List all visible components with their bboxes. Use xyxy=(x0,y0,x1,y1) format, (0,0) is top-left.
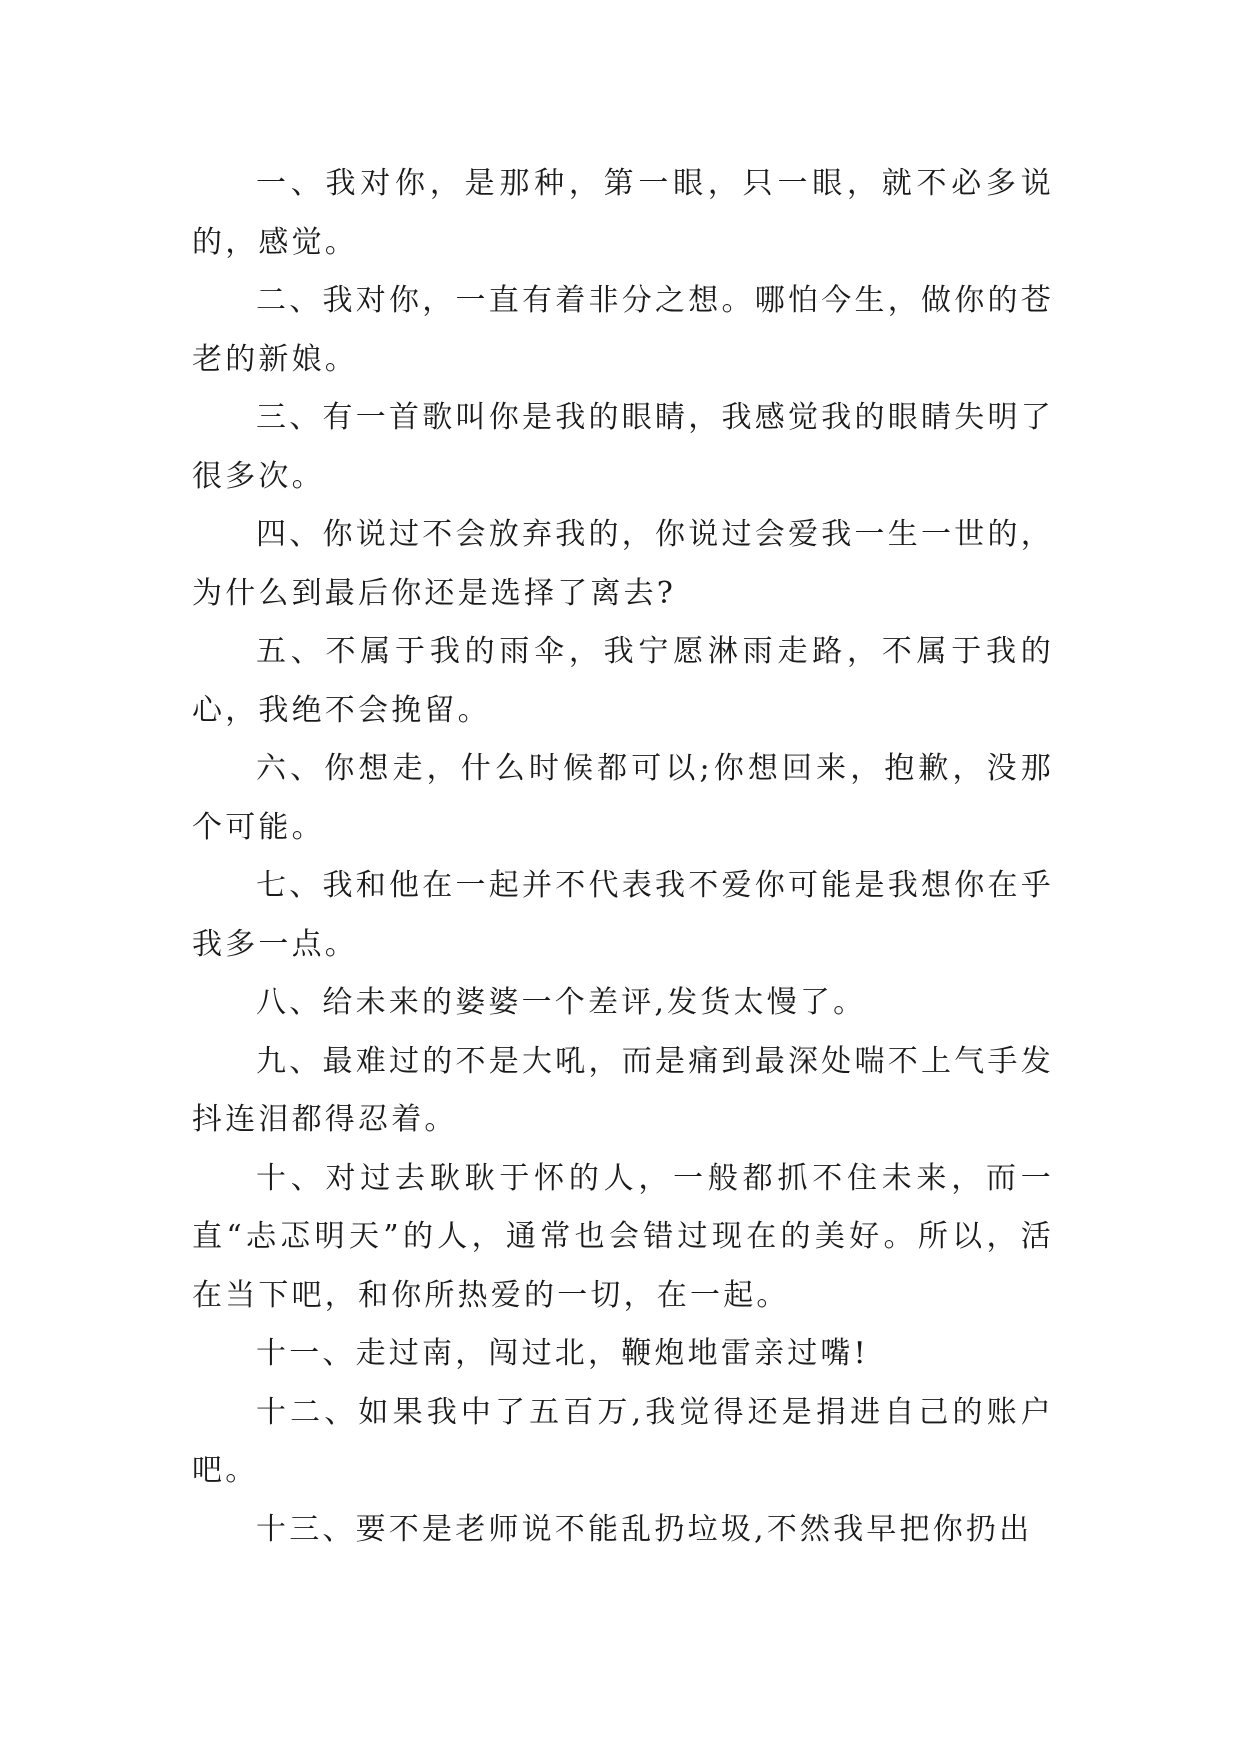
paragraph-2: 二、我对你，一直有着非分之想。哪怕今生，做你的苍老的新娘。 xyxy=(192,283,1054,377)
document-body xyxy=(192,155,1054,1559)
paragraph-3: 三、有一首歌叫你是我的眼睛，我感觉我的眼睛失明了很多次。 xyxy=(192,400,1054,494)
paragraph-5: 五、不属于我的雨伞，我宁愿淋雨走路，不属于我的心，我绝不会挽留。 xyxy=(192,634,1054,728)
paragraph-9: 九、最难过的不是大吼，而是痛到最深处喘不上气手发抖连泪都得忍着。 xyxy=(192,1043,1054,1137)
paragraph-4: 四、你说过不会放弃我的，你说过会爱我一生一世的，为什么到最后你还是选择了离去? xyxy=(192,517,1054,611)
paragraph-6: 六、你想走，什么时候都可以;你想回来，抱歉，没那个可能。 xyxy=(192,751,1054,845)
paragraph-13: 十三、要不是老师说不能乱扔垃圾,不然我早把你扔出 xyxy=(256,1511,1033,1547)
paragraph-10: 十、对过去耿耿于怀的人，一般都抓不住未来，而一直“忐忑明天”的人，通常也会错过现在的美好。所以，活在当下吧，和你所热爱的一切，在一起。 xyxy=(192,1160,1054,1313)
paragraph-8: 八、给未来的婆婆一个差评,发货太慢了。 xyxy=(256,985,867,1020)
paragraph-11: 十一、走过南，闯过北，鞭炮地雷亲过嘴! xyxy=(256,1336,869,1371)
paragraph-7: 七、我和他在一起并不代表我不爱你可能是我想你在乎我多一点。 xyxy=(192,868,1054,962)
paragraph-1: 一、我对你，是那种，第一眼，只一眼，就不必多说的，感觉。 xyxy=(192,166,1054,260)
paragraph-12: 十二、如果我中了五百万,我觉得还是捐进自己的账户吧。 xyxy=(192,1394,1054,1488)
